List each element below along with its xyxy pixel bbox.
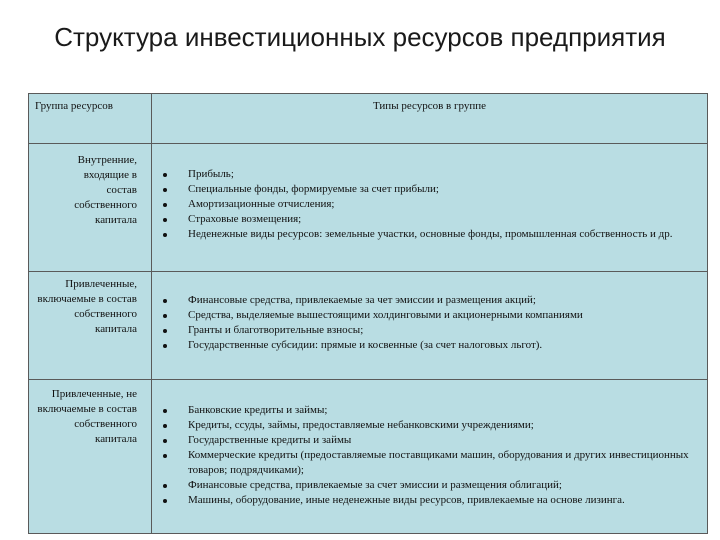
list-item-text: Коммерческие кредиты (предоставляемые поставщиками машин, оборудования и других инвестиционных товаров; подрядчиками); (188, 449, 689, 476)
bullet-icon (163, 409, 167, 413)
list-item-text: Гранты и благотворительные взносы; (188, 324, 364, 336)
bullet-icon (163, 173, 167, 177)
list-item-text: Амортизационные отчисления; (188, 198, 335, 210)
list-item (152, 197, 703, 212)
header-types: Типы ресурсов в группе (372, 100, 487, 112)
group-label: Внутренние, входящие в состав собственного капитала (29, 144, 152, 271)
list-item (152, 293, 703, 308)
table-header-row (29, 94, 707, 144)
list-item (152, 478, 703, 493)
list-item-text: Специальные фонды, формируемые за счет прибыли; (188, 183, 439, 195)
resources-table (28, 93, 708, 534)
bullet-icon (163, 218, 167, 222)
group-label: Привлеченные, не включаемые в состав собственного капитала (29, 380, 152, 533)
bullet-icon (163, 188, 167, 192)
bullet-icon (163, 424, 167, 428)
bullet-icon (163, 233, 167, 237)
list-item-text: Государственные субсидии: прямые и косвенные (за счет налоговых льгот). (188, 339, 543, 351)
header-group: Группа ресурсов (29, 94, 152, 143)
types-cell (152, 144, 707, 271)
list-item-text: Финансовые средства, привлекаемые за чет эмиссии и размещения акций; (188, 294, 536, 306)
list-item (152, 323, 703, 338)
list-item-text: Страховые возмещения; (188, 213, 302, 225)
list-item (152, 338, 703, 353)
list-item-text: Неденежные виды ресурсов: земельные участки, основные фонды, промышленная собственность и др. (188, 228, 673, 240)
bullet-icon (163, 439, 167, 443)
bullet-icon (163, 299, 167, 303)
list-item (152, 212, 703, 227)
list-item (152, 227, 703, 242)
list-item (152, 433, 703, 448)
table-row (29, 144, 707, 272)
table-row (29, 380, 707, 533)
list-item (152, 493, 703, 508)
list-item (152, 308, 703, 323)
list-item-text: Прибыль; (188, 168, 234, 180)
list-item (152, 182, 703, 197)
types-cell (152, 380, 707, 533)
bullet-icon (163, 314, 167, 318)
bullet-icon (163, 329, 167, 333)
page-title: Структура инвестиционных ресурсов предприятия (54, 22, 666, 52)
list-item (152, 418, 703, 433)
group-label: Привлеченные, включаемые в состав собственного капитала (29, 272, 152, 379)
bullet-icon (163, 454, 167, 458)
list-item-text: Банковские кредиты и займы; (188, 404, 328, 416)
types-cell (152, 272, 707, 379)
bullet-icon (163, 203, 167, 207)
list-item-text: Машины, оборудование, иные неденежные виды ресурсов, привлекаемые на основе лизинга. (188, 494, 625, 506)
bullet-icon (163, 499, 167, 503)
list-item-text: Государственные кредиты и займы (188, 434, 352, 446)
list-item-text: Средства, выделяемые вышестоящими холдинговыми и акционерными компаниями (188, 309, 583, 321)
bullet-icon (163, 344, 167, 348)
list-item-text: Финансовые средства, привлекаемые за счет эмиссии и размещения облигаций; (188, 479, 562, 491)
bullet-icon (163, 484, 167, 488)
list-item-text: Кредиты, ссуды, займы, предоставляемые небанковскими учреждениями; (188, 419, 534, 431)
list-item (152, 403, 703, 418)
list-item (152, 167, 703, 182)
list-item (152, 448, 703, 478)
table-row (29, 272, 707, 380)
